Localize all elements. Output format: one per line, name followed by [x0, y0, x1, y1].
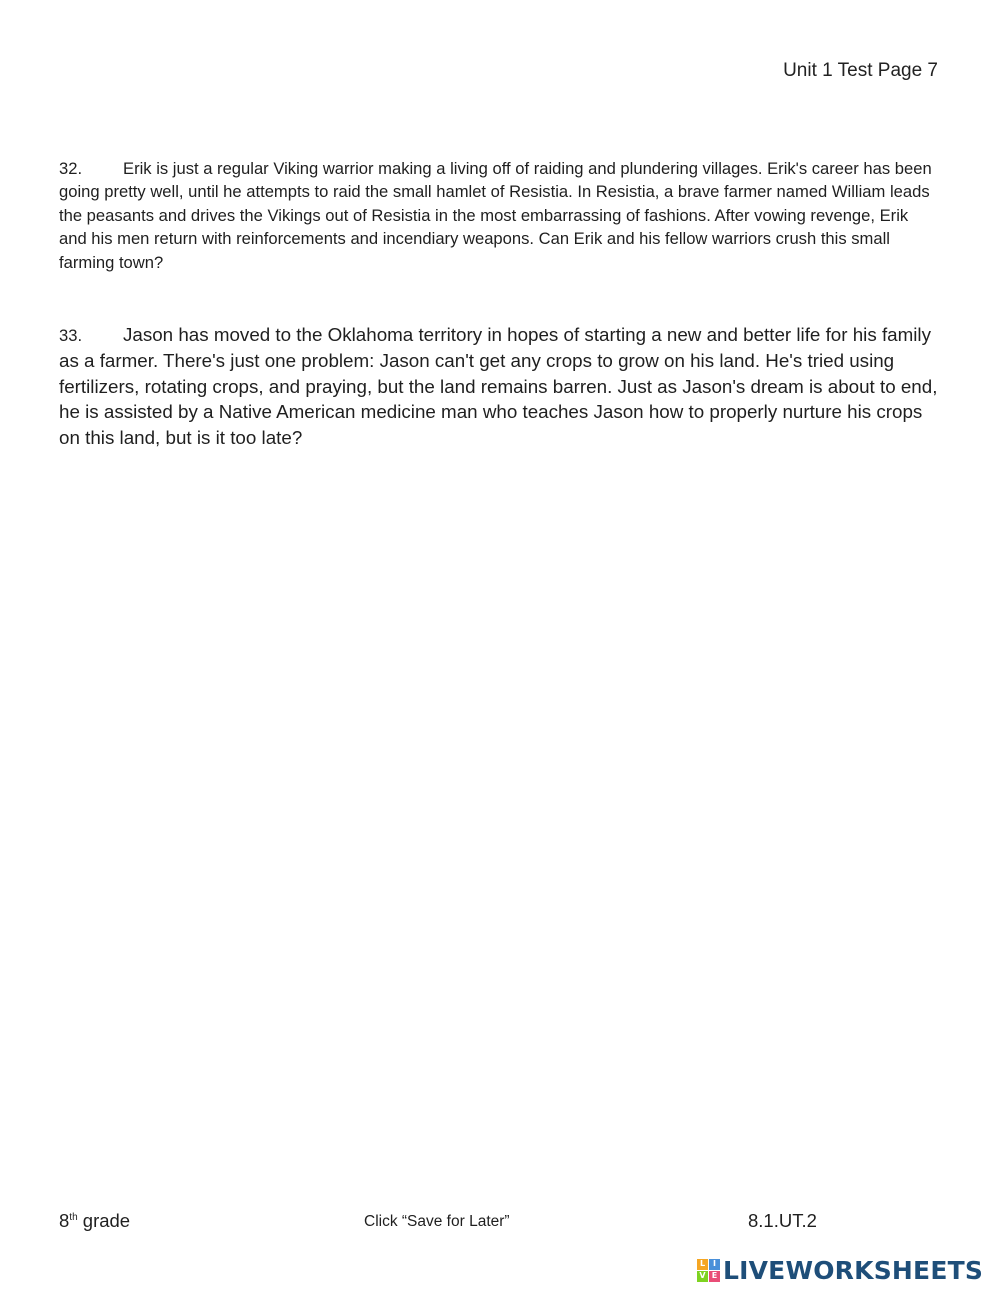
question-33	[59, 322, 939, 450]
grade-suffix: th	[69, 1212, 78, 1223]
logo-letter-e: E	[709, 1271, 720, 1282]
brand-name: LIVEWORKSHEETS	[723, 1255, 984, 1285]
logo-letter-i: I	[709, 1259, 720, 1270]
liveworksheets-logo	[697, 1255, 983, 1285]
page-header-title: Unit 1 Test Page 7	[783, 60, 938, 81]
save-for-later-instruction: Click “Save for Later”	[364, 1213, 510, 1230]
grade-word: grade	[82, 1210, 131, 1231]
question-32	[59, 157, 939, 274]
grade-number: 8	[59, 1210, 70, 1231]
standard-code: 8.1.UT.2	[748, 1210, 817, 1231]
question-number: 33.	[59, 326, 83, 345]
logo-icon	[697, 1259, 720, 1282]
question-text: Erik is just a regular Viking warrior making a living off of raiding and plundering villages. Erik's career has been going pretty well, until he attempts to raid the small hamlet of Resistia. In Resistia, a brave farmer named William leads the peasants and drives the Vikings out of Resistia in the most embarrassing of fashions. After vowing revenge, Erik and his men return with reinforcements and incendiary weapons. Can Erik and his fellow warriors crush this small farming town?	[59, 159, 932, 272]
grade-label	[59, 1210, 130, 1232]
logo-letter-v: V	[697, 1271, 708, 1282]
question-text: Jason has moved to the Oklahoma territory in hopes of starting a new and better life for his family as a farmer. There's just one problem: Jason can't get any crops to grow on his land. He's tried using fertilizers, rotating crops, and praying, but the land remains barren. Just as Jason's dream is about to end, he is assisted by a Native American medicine man who teaches Jason how to properly nurture his crops on this land, but is it too late?	[59, 324, 938, 448]
logo-letter-l: L	[697, 1259, 708, 1270]
question-number: 32.	[59, 159, 83, 178]
